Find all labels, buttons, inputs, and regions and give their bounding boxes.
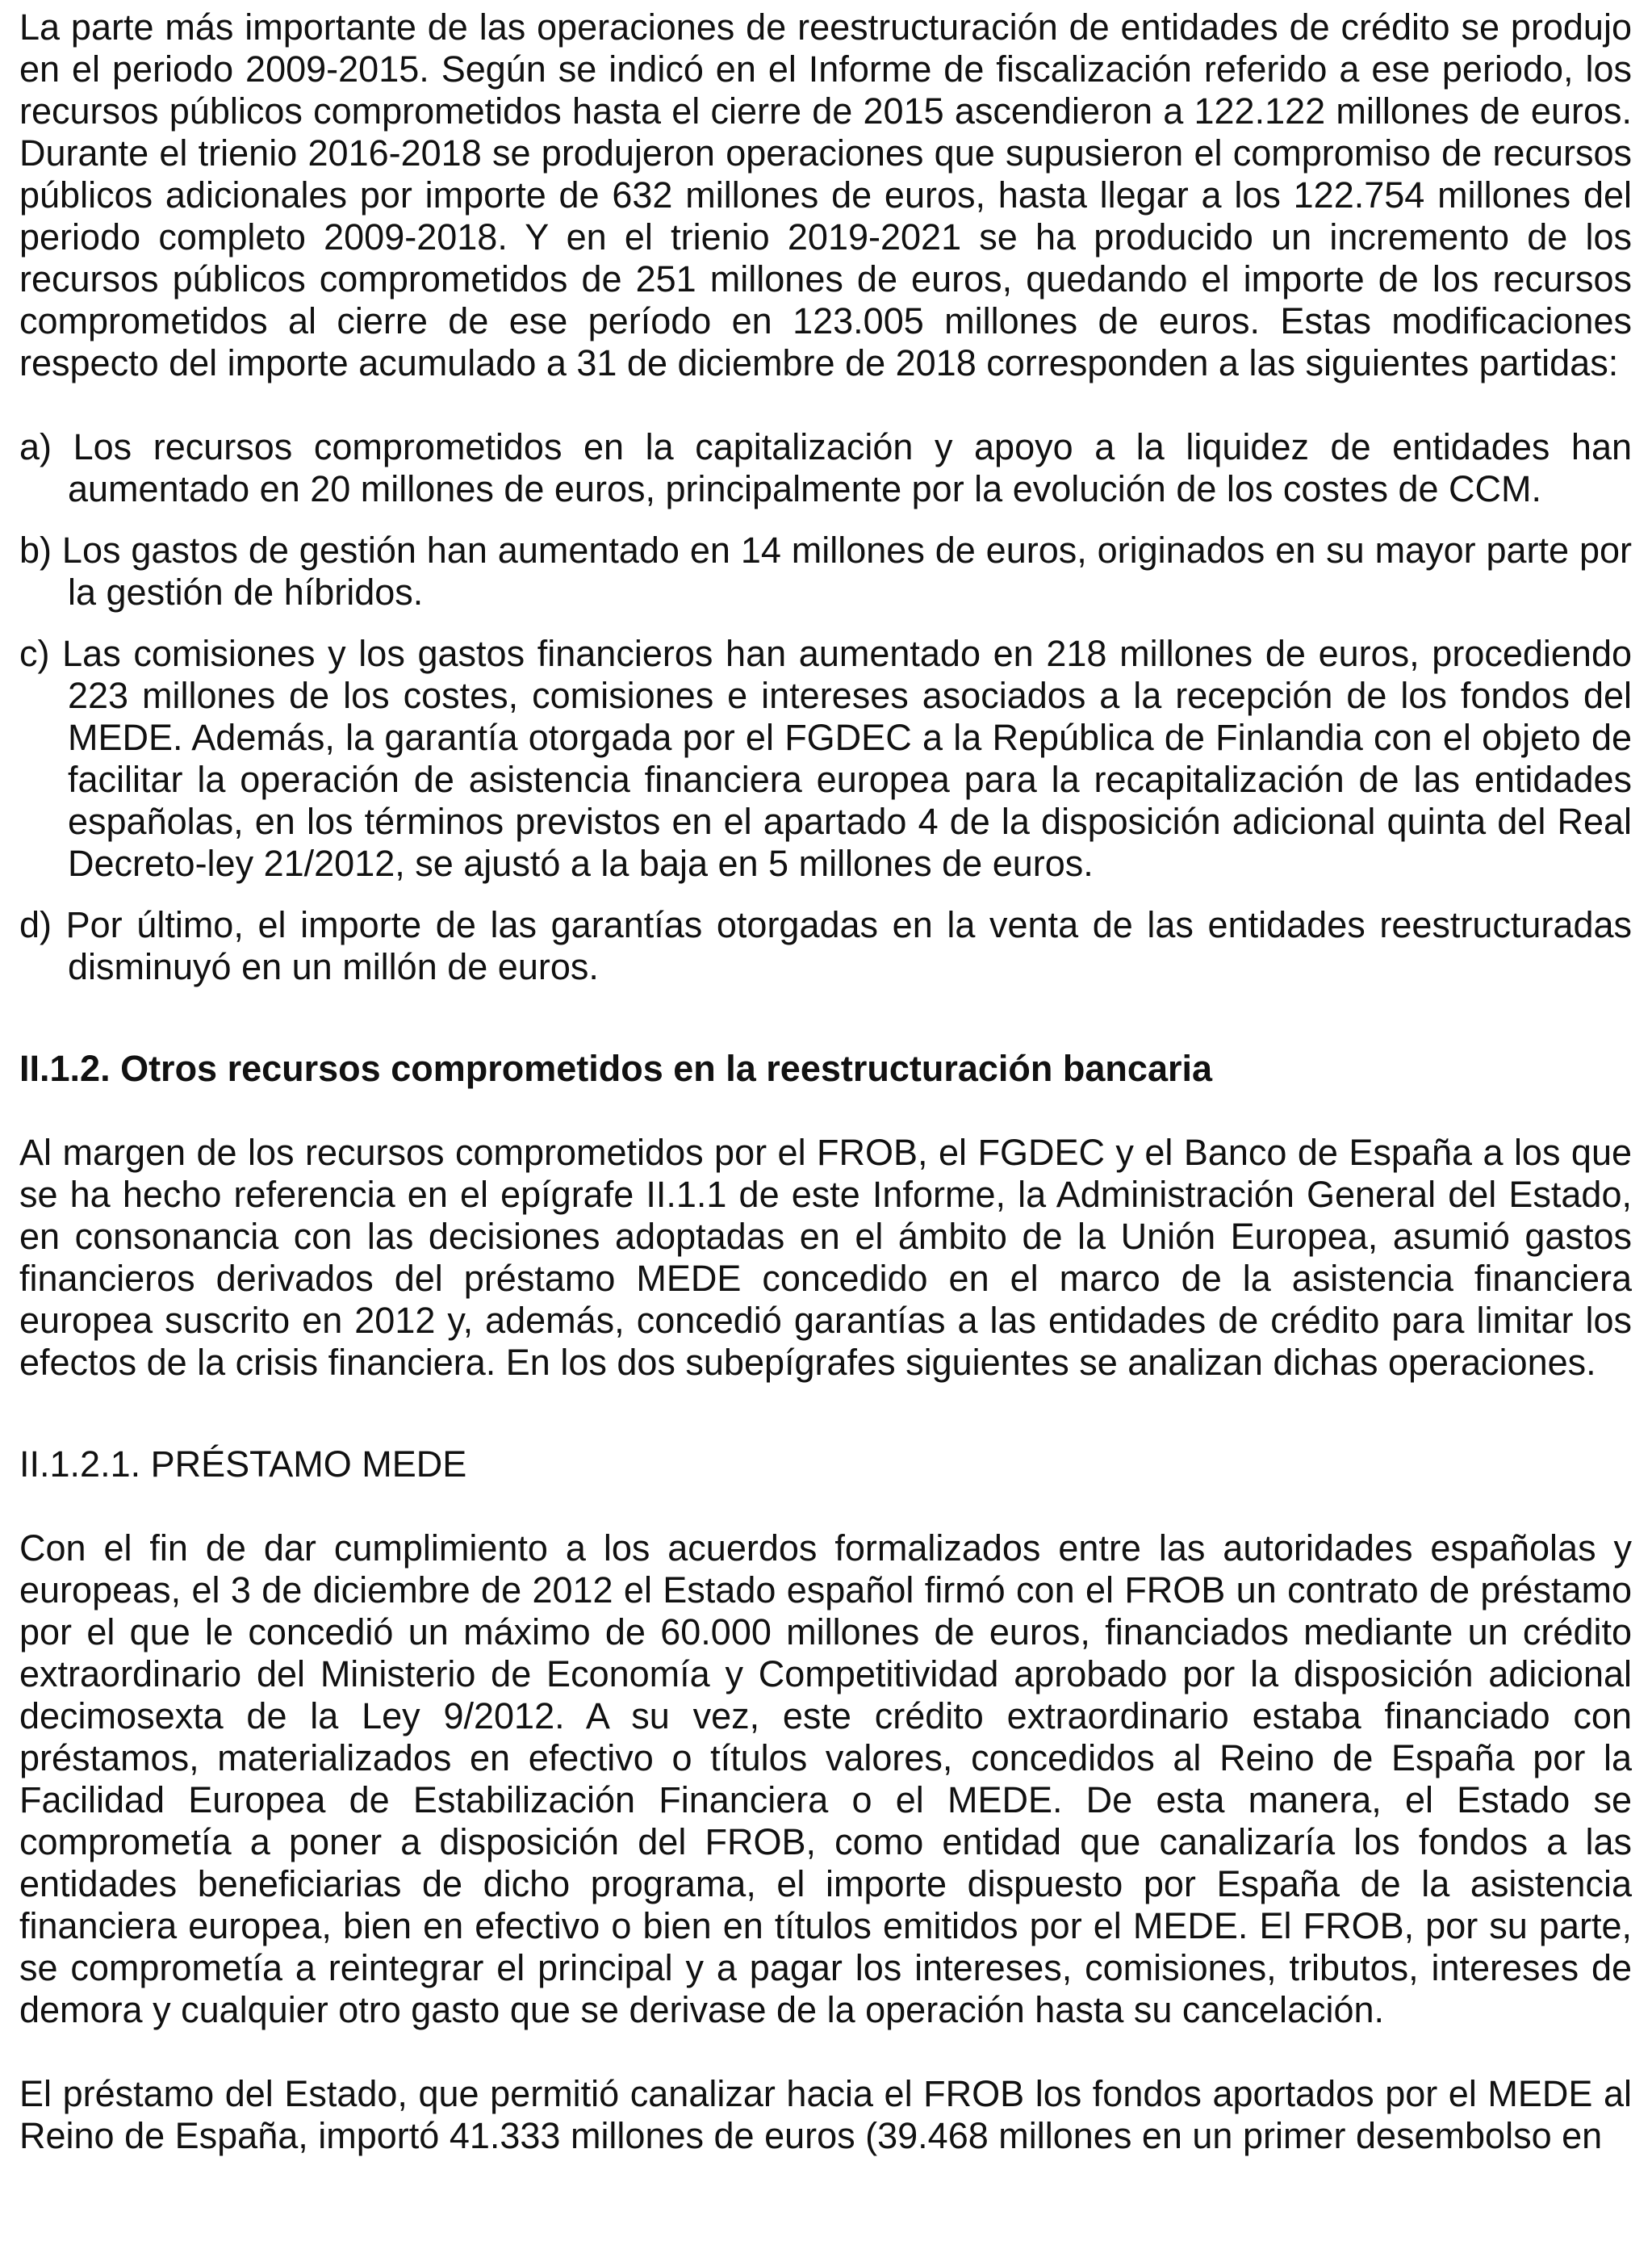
subsection-paragraph-1: Con el fin de dar cumplimiento a los acuerdos formalizados entre las autoridades españolas y europeas, el 3 de diciembre de 2012 el Estado español firmó con el FROB un contrato de préstamo por el que le concedió un máximo de 60.000 millones de euros, financiados mediante un crédito extraordinario del Ministerio de Economía y Competitividad aprobado por la disposición adicional decimosexta de la Ley 9/2012. A su vez, este crédito extraordinario estaba financiado con préstamos, materializados en efectivo o títulos valores, concedidos al Reino de España por la Facilidad Europea de Estabilización Financiera o el MEDE. De esta manera, el Estado se comprometía a poner a disposición del FROB, como entidad que canalizaría los fondos a las entidades beneficiarias de dicho programa, el importe dispuesto por España de la asistencia financiera europea, bien en efectivo o bien en títulos emitidos por el MEDE. El FROB, por su parte, se comprometía a reintegrar el principal y a pagar los intereses, comisiones, tributos, intereses de demora y cualquier otro gasto que se derivase de la operación hasta su cancelación. <box>19 1527 1632 2030</box>
subsection-paragraph-2: El préstamo del Estado, que permitió canalizar hacia el FROB los fondos aportados por el MEDE al Reino de España, importó 41.333 millones de euros (39.468 millones en un primer desembolso en <box>19 2073 1632 2156</box>
section-paragraph: Al margen de los recursos comprometidos por el FROB, el FGDEC y el Banco de España a los que se ha hecho referencia en el epígrafe II.1.1 de este Informe, la Administración General del Estado, en consonancia con las decisiones adoptadas en el ámbito de la Unión Europea, asumió gastos financieros derivados del préstamo MEDE concedido en el marco de la asistencia financiera europea suscrito en 2012 y, además, concedió garantías a las entidades de crédito para limitar los efectos de la crisis financiera. En los dos subepígrafes siguientes se analizan dichas operaciones. <box>19 1132 1632 1383</box>
intro-paragraph: La parte más importante de las operaciones de reestructuración de entidades de crédito se produjo en el periodo 2009-2015. Según se indicó en el Informe de fiscalización referido a ese periodo, los recursos públicos comprometidos hasta el cierre de 2015 ascendieron a 122.122 millones de euros. Durante el trienio 2016-2018 se produjeron operaciones que supusieron el compromiso de recursos públicos adicionales por importe de 632 millones de euros, hasta llegar a los 122.754 millones del periodo completo 2009-2018. Y en el trienio 2019-2021 se ha producido un incremento de los recursos públicos comprometidos de 251 millones de euros, quedando el importe de los recursos comprometidos al cierre de ese período en 123.005 millones de euros. Estas modificaciones respecto del importe acumulado a 31 de diciembre de 2018 corresponden a las siguientes partidas: <box>19 6 1632 383</box>
list-item-d: d) Por último, el importe de las garantías otorgadas en la venta de las entidades reestructuradas disminuyó en un millón de euros. <box>19 904 1632 987</box>
subsection-heading: II.1.2.1. PRÉSTAMO MEDE <box>19 1443 467 1485</box>
list-item-a: a) Los recursos comprometidos en la capitalización y apoyo a la liquidez de entidades han aumentado en 20 millones de euros, principalmente por la evolución de los costes de CCM. <box>19 426 1632 509</box>
modifications-list <box>19 426 1632 988</box>
section-heading: II.1.2. Otros recursos comprometidos en la reestructuración bancaria <box>19 1048 1213 1089</box>
list-item-b: b) Los gastos de gestión han aumentado en 14 millones de euros, originados en su mayor parte por la gestión de híbridos. <box>19 530 1632 613</box>
document-page <box>19 0 1632 2157</box>
list-item-c: c) Las comisiones y los gastos financieros han aumentado en 218 millones de euros, procediendo 223 millones de los costes, comisiones e intereses asociados a la recepción de los fondos del MEDE. Además, la garantía otorgada por el FGDEC a la República de Finlandia con el objeto de facilitar la operación de asistencia financiera europea para la recapitalización de las entidades españolas, en los términos previstos en el apartado 4 de la disposición adicional quinta del Real Decreto-ley 21/2012, se ajustó a la baja en 5 millones de euros. <box>19 633 1632 884</box>
